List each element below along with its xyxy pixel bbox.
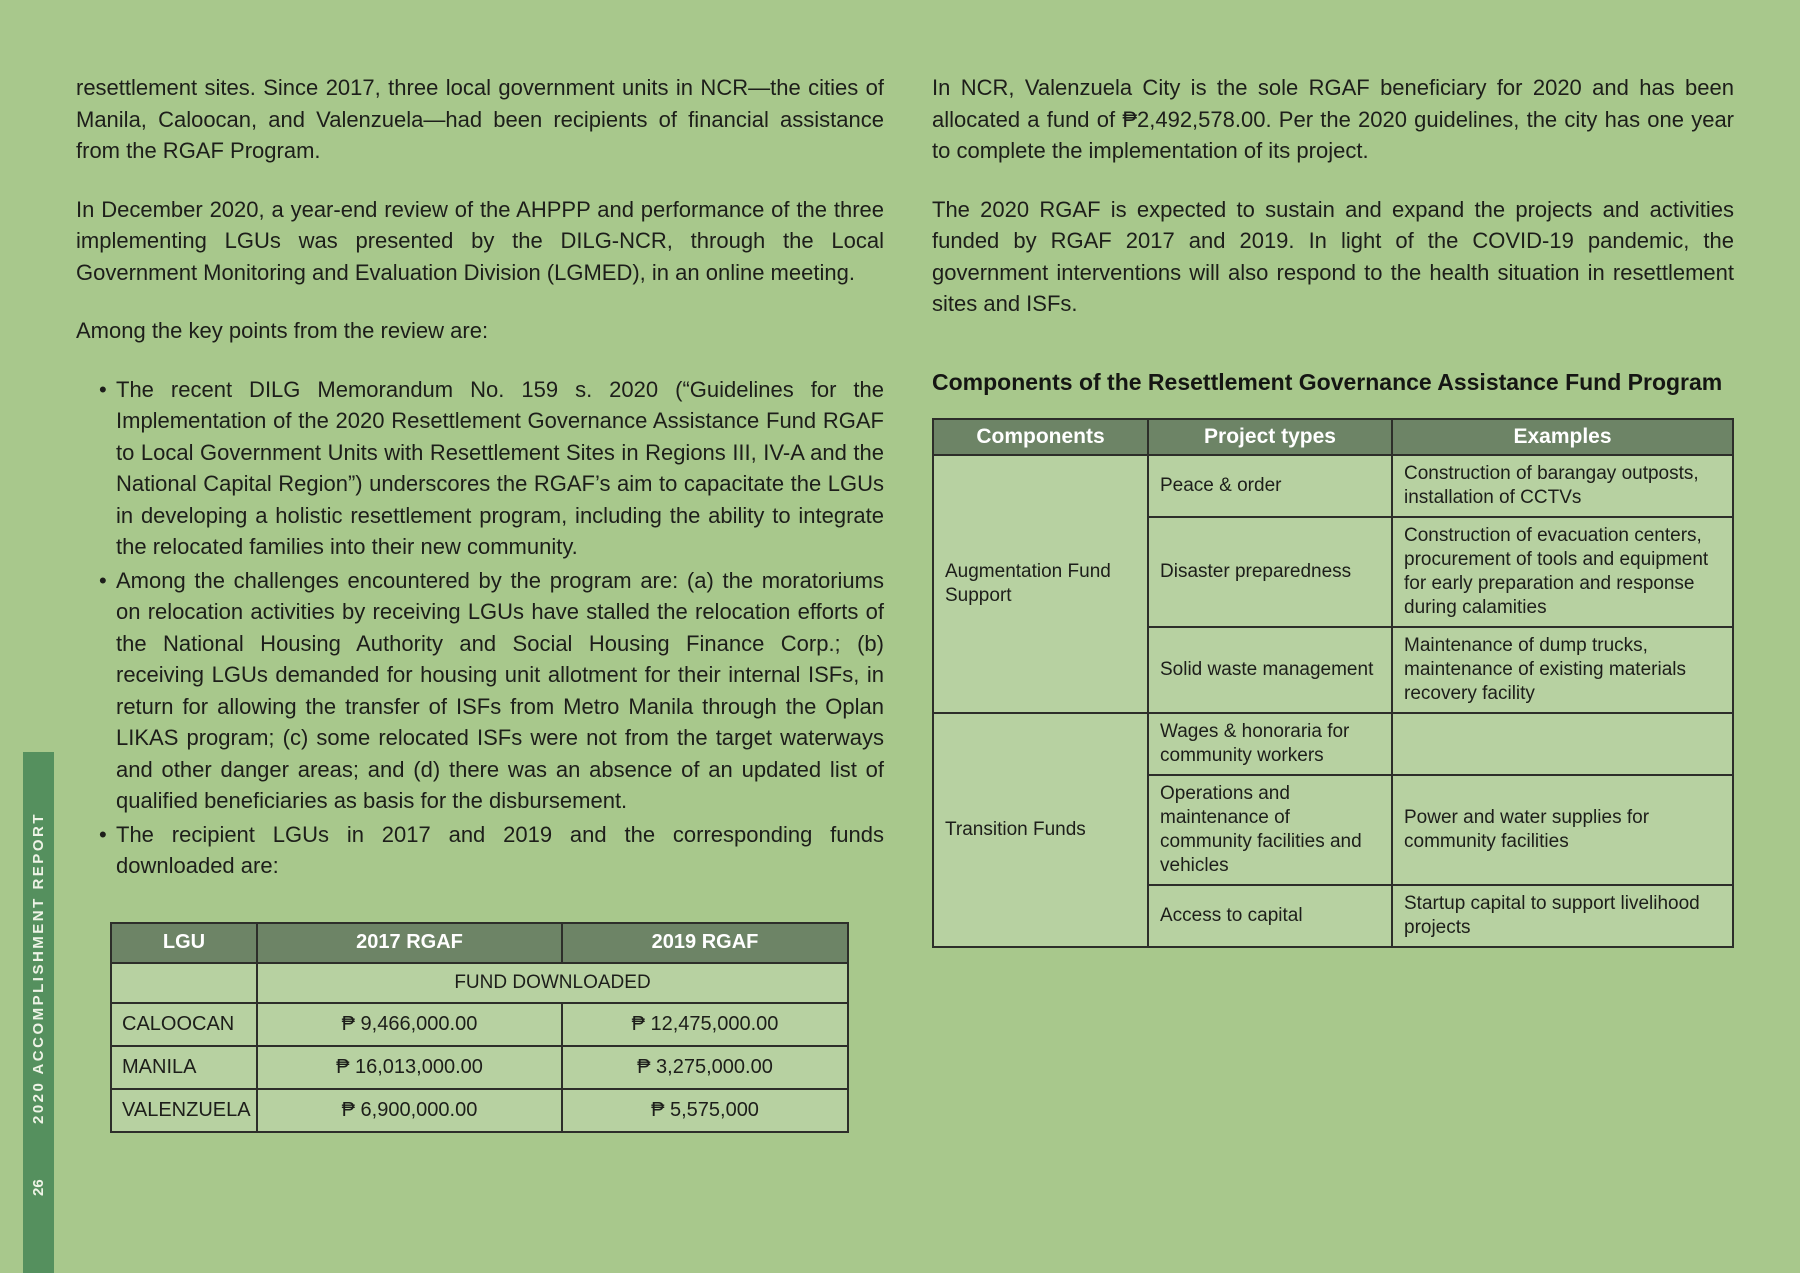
fund-downloaded-cell: FUND DOWNLOADED <box>257 963 848 1003</box>
project-type-cell: Wages & honoraria for community workers <box>1148 713 1392 775</box>
empty-cell <box>111 963 257 1003</box>
example-cell: Construction of barangay outposts, installation of CCTVs <box>1392 455 1733 517</box>
example-cell: Startup capital to support livelihood projects <box>1392 885 1733 947</box>
components-table <box>932 418 1734 948</box>
list-item: • The recipient LGUs in 2017 and 2019 and the corresponding funds downloaded are: <box>99 819 884 882</box>
lgu-cell: MANILA <box>111 1046 257 1089</box>
example-cell <box>1392 713 1733 775</box>
funds-header-lgu: LGU <box>111 923 257 963</box>
project-type-cell: Peace & order <box>1148 455 1392 517</box>
components-header-project-types: Project types <box>1148 419 1392 455</box>
report-title-vertical: 2020 ACCOMPLISHMENT REPORT <box>30 812 47 1124</box>
funds-subheader-row <box>111 963 848 1003</box>
sidebar-strip <box>23 752 54 1273</box>
components-header-examples: Examples <box>1392 419 1733 455</box>
project-type-cell: Solid waste management <box>1148 627 1392 713</box>
components-header-components: Components <box>933 419 1148 455</box>
key-points-list <box>99 374 884 882</box>
amount-cell: ₱ 16,013,000.00 <box>257 1046 562 1089</box>
funds-table <box>110 922 849 1133</box>
page-number: 26 <box>30 1179 47 1197</box>
amount-cell: ₱ 12,475,000.00 <box>562 1003 848 1046</box>
amount-cell: ₱ 9,466,000.00 <box>257 1003 562 1046</box>
table-row <box>933 713 1733 775</box>
left-column <box>76 72 884 1133</box>
components-table-header-row <box>933 419 1733 455</box>
funds-header-2019-rgaf: 2019 RGAF <box>562 923 848 963</box>
component-cell: Augmentation Fund Support <box>933 455 1148 713</box>
amount-cell: ₱ 5,575,000 <box>562 1089 848 1132</box>
amount-cell: ₱ 3,275,000.00 <box>562 1046 848 1089</box>
section-heading: Components of the Resettlement Governance Assistance Fund Program <box>932 368 1723 395</box>
funds-table-header-row <box>111 923 848 963</box>
paragraph: Among the key points from the review are: <box>76 318 489 343</box>
right-column <box>932 72 1734 948</box>
list-item: • Among the challenges encountered by the program are: (a) the moratoriums on relocation activities by receiving LGUs have stalled the relocation efforts of the National Housing Authority and Social Housing Finance Corp.; (b) receiving LGUs demanded for housing unit allotment for their internal ISFs, in return for allowing the transfer of ISFs from Metro Manila through the Oplan LIKAS program; (c) some relocated ISFs were not from the target waterways and other danger areas; and (d) there was an absence of an updated list of qualified beneficiaries as basis for the disbursement. <box>99 565 884 817</box>
table-row <box>933 455 1733 517</box>
project-type-cell: Disaster preparedness <box>1148 517 1392 627</box>
funds-header-2017-rgaf: 2017 RGAF <box>257 923 562 963</box>
paragraph: In December 2020, a year-end review of the AHPPP and performance of the three implementing LGUs was presented by the DILG-NCR, through the Local Government Monitoring and Evaluation Division (LGMED), in an online meeting. <box>76 196 884 285</box>
table-row <box>111 1046 848 1089</box>
paragraph: resettlement sites. Since 2017, three local government units in NCR—the cities of Manila, Caloocan, and Valenzuela—had been recipients of financial assistance from the RGAF Program. <box>76 75 884 163</box>
paragraph: In NCR, Valenzuela City is the sole RGAF beneficiary for 2020 and has been allocated a fund of ₱2,492,578.00. Per the 2020 guidelines, the city has one year to complete the implementation of its project. <box>932 75 1734 163</box>
paragraph: The 2020 RGAF is expected to sustain and expand the projects and activities funded by RGAF 2017 and 2019. In light of the COVID-19 pandemic, the government interventions will also respond to the health situation in resettlement sites and ISFs. <box>932 196 1734 316</box>
component-cell: Transition Funds <box>933 713 1148 947</box>
project-type-cell: Access to capital <box>1148 885 1392 947</box>
lgu-cell: CALOOCAN <box>111 1003 257 1046</box>
list-item: • The recent DILG Memorandum No. 159 s. 2020 (“Guidelines for the Implementation of the 2020 Resettlement Governance Assistance Fund RGAF to Local Government Units with Resettlement Sites in Regions III, IV-A and the National Capital Region”) underscores the RGAF’s aim to capacitate the LGUs in developing a holistic resettlement program, including the ability to integrate the relocated families into their new community. <box>99 374 884 563</box>
lgu-cell: VALENZUELA <box>111 1089 257 1132</box>
example-cell: Maintenance of dump trucks, maintenance of existing materials recovery facility <box>1392 627 1733 713</box>
table-row <box>111 1003 848 1046</box>
project-type-cell: Operations and maintenance of community facilities and vehicles <box>1148 775 1392 885</box>
amount-cell: ₱ 6,900,000.00 <box>257 1089 562 1132</box>
example-cell: Power and water supplies for community facilities <box>1392 775 1733 885</box>
table-row <box>111 1089 848 1132</box>
example-cell: Construction of evacuation centers, procurement of tools and equipment for early preparation and response during calamities <box>1392 517 1733 627</box>
